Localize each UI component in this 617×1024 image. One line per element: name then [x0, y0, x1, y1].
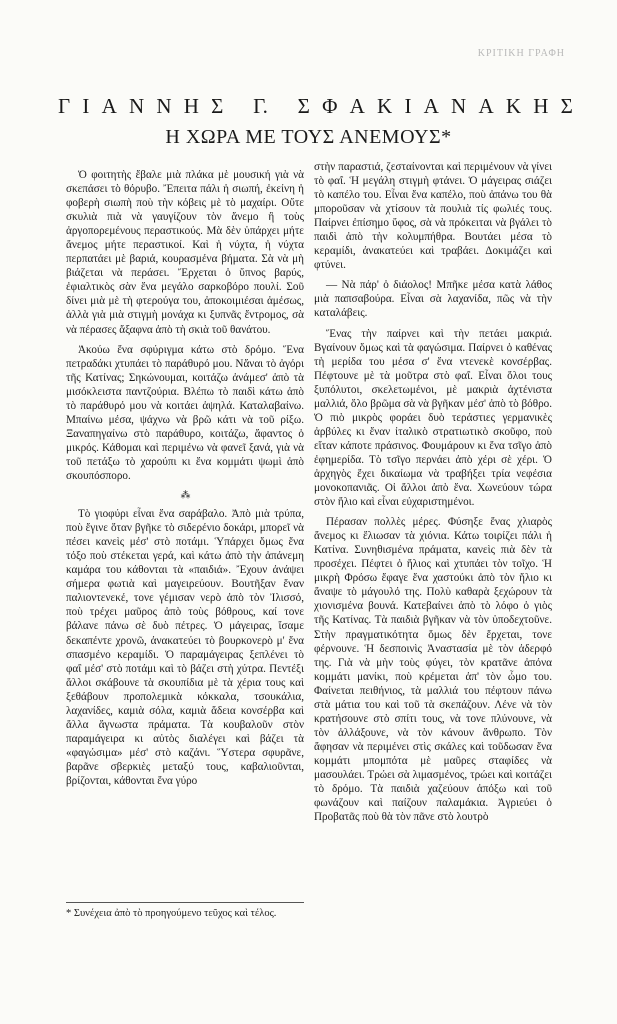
author-letter [280, 94, 285, 119]
author-letter: Ν [451, 94, 467, 118]
running-head: ΚΡΙΤΙΚΗ ΓΡΑΦΗ [477, 48, 565, 59]
section-ornament: ⁂ [180, 490, 190, 502]
author-letter: Ν [128, 94, 145, 118]
paragraph: — Νὰ πάρ' ὁ διάολος! Μπῆκε μέσα κατὰ λάθος μιὰ παπσαβούρα. Εἶναι σὰ λαχανίδα, πῶς νὰ τὴν καταλάβεις. [314, 279, 552, 320]
author-letter: Η [183, 94, 199, 118]
paragraph: Ὁ φοιτητὴς ἔβαλε μιὰ πλάκα μὲ μουσική γιὰ νὰ σκεπάσει τὸ θόρυβο. Ἔπειτα πάλι ἡ σιωπή, ἐκείνη ἡ φοβερὴ σιωπὴ ποὺ τὴν κόβεις μὲ τὸ μαχαίρι. Οὔτε σκυλιὰ πιὰ νὰ γαυγίζουν τὸν ἄνεμο ἢ τοὺς ἀργοπορεμένους περαστικούς. Μὰ δὲν ὑπάρχει μήτε ἄνεμος μήτε περαστικοί. Καὶ ἡ νύχτα, ἡ νύχτα περπατάει μὲ βαριά, κουρασμένα βήματα. Σὰ νὰ μὴ βιάζεται νὰ περάσει. Ἔρχεται ὁ ὕπνος βαρύς, ἐφιαλτικὸς σὰν ἕνα μεγάλο σαρκοβόρο πουλί. Σοῦ δίνει μιὰ μὲ τὴ φτερούγα του, ἀποκοιμιέσαι ἀμέσως, ἀλλὰ γιὰ μιὰ στιγμὴ μονάχα κι ξυπνᾶς ἔντρομος, σὰ νὰ πέρασες ἄξαφνα ἀπὸ τὴ σκιὰ τοῦ θανάτου. [66, 169, 304, 336]
author-letter: Ι [82, 94, 90, 118]
author-letter: Γ [58, 94, 71, 118]
author-letter: Σ [560, 94, 573, 118]
article-title: Η ΧΩΡΑ ΜΕ ΤΟΥΣ ΑΝΕΜΟΥΣ* [165, 126, 452, 148]
author-letter: Κ [377, 94, 393, 118]
author-letter: Γ. [253, 94, 268, 118]
paragraph: Τὸ γιοφύρι εἶναι ἕνα σαράβαλο. Ἀπὸ μιὰ τρύπα, ποὺ ἔγινε ὅταν βγῆκε τὸ σιδερένιο δοκάρι, μπορεῖ νὰ πέσει κανεὶς μέσ' στὸ ποτάμι. Ὑπάρχει ὅμως ἕνα τόξο ποὺ στέκεται γερά, καὶ κάτω ἀπὸ τὴν ἀπάνεμη καμάρα του κάθονται τὰ «παιδιά». Ἔχουν ἀνάψει σήμερα φωτιὰ καὶ μαγειρεύουν. Βουτῆξαν ἕναν παλιοντενεκέ, τονε γέμισαν νερὸ ἀπὸ τὸν Ἰλισσό, ποὺ τρέχει μαῦρος ἀπὸ τοὺς βόθρους, καί τονε βάλανε πάνω σὲ δυὸ πέτρες. Ὁ μάγειρας, ἴσαμε δεκαπέντε χρονῶ, ἀνακατεύει τὸ βουρκονερὸ μ' ἕνα σπασμένο κεραμίδι. Ὁ παραμάγειρας ξεπλένει τὸ φαΐ μέσ' στὸ ποτάμι καὶ τὸ βάζει στὴ χύτρα. Πεντέξι ἄλλοι σκάβουνε τὰ σκουπίδια μὲ τὰ χέρια τους καὶ ξεθάβουν προπολεμικὰ κόκκαλα, τσουκάλια, λαχανίδες, καμιὰ σόλα, καμιὰ ἄδεια κονσέρβα καὶ ἄλλα ἄγνωστα πράματα. Τὰ κουβαλοῦν στὸν παραμάγειρα κι αὐτὸς διαλέγει καὶ βάζει τὰ «φαγώσιμα» μέσ' στὸ καζάνι. Ὕστερα σφυρᾶνε, βαρᾶνε σβερκιὲς μεταξύ τους, καβαλιοῦνται, βρίζονται, κάθονται ἕνα γύρο [66, 508, 304, 787]
author-letter: Σ [297, 94, 310, 118]
paragraph: Ἕνας τὴν παίρνει καὶ τὴν πετάει μακριά. Βγαίνουν ὅμως καὶ τὰ φαγώσιμα. Παίρνει ὁ καθένας τὴ μερίδα του μέσα σ' ἕνα ντενεκὲ κονσέρβας. Πέφτουνε μὲ τὰ μοῦτρα στὸ φαΐ. Εἶναι ὅλοι τους ξυπόλυτοι, σκελετωμένοι, μὲ μακριὰ ἀχτένιστα μαλλιά, ὅλο βρῶμα σὰ νὰ βγῆκαν μέσ' ἀπὸ τὸ βόθρο. Ὁ πιὸ μικρὸς φοράει δυὸ τεράστιες γερμανικὲς ἀρβύλες κι ἕναν ἰταλικὸ στρατιωτικὸ σκοῦφο, ποὺ εἴταν κάποτε πράσινος. Φουμάρουν κι ἕνα τσῖγο ἀπὸ ἐφημερίδα. Τὸ τσῖγο περνάει ἀπὸ χέρι σὲ χέρι. Ὁ ἀρχηγὸς ἔχει δικαίωμα νὰ τραβήξει τρία νεφέσια μονοκοπανιᾶς. Οἱ ἄλλοι ἀπὸ ἕνα. Χωνεύουν τώρα στὸν ἥλιο καὶ εἶναι εὐχαριστημένοι. [314, 327, 552, 509]
paragraph: Ἀκούω ἕνα σφύριγμα κάτω στὸ δρόμο. Ἕνα πετραδάκι χτυπάει τὸ παράθυρό μου. Νἄναι τὸ ἀγόρι τῆς Κατίνας; Σηκώνουμαι, κοιτάζω ἀνάμεσ' ἀπὸ τὰ μισόκλειστα παντζούρια. Βλέπω τὸ παιδὶ κάτω ἀπὸ τὸ παράθυρό μου νὰ κοιτάει ἀψηλά. Καταλαβαίνω. Μπαίνω μέσα, ψάχνω νὰ βρῶ κάτι νὰ τοῦ ρίξω. Ξαναπηγαίνω στὸ παράθυρο, κοιτάζω, ἄφαντος ὁ μικρός. Κάθομαι καὶ περιμένω νὰ φανεῖ ξανά, γιὰ νὰ τοῦ πετάξω τὸ χαρούπι κι ἕνα κομμάτι ψωμὶ ἀπὸ σκουπόσπορο. [66, 343, 304, 482]
paragraph: Πέρασαν πολλὲς μέρες. Φύσηξε ἕνας χλιαρὸς ἄνεμος κι ἔλιωσαν τὰ χιόνια. Κάτω τοιρίζει πάλι ἡ Κατίνα. Συνηθισμένα πράματα, κανεὶς πιὰ δὲν τὰ προσέχει. Πέφτει ὁ ἥλιος καὶ χτυπάει τὸν τοῖχο. Ἡ μικρὴ Φρόσω ἔφαγε ἕνα χαστούκι ἀπὸ τὸν ἥλιο κι ἄναψε τὸ μάγουλό της. Πολὺ καθαρὰ ξεχώρουν τὰ χιονισμένα βουνά. Κατεβαίνει ἀπὸ τὸ λόφο ὁ γιὸς τῆς Κατίνας. Τὰ παιδιὰ βγῆκαν νὰ τὸν ὑποδεχτοῦνε. Στὴν πραγματικότητα ὅμως δὲν ἔρχεται, τονε φέρνουνε. Ἡ δεσποινὶς Ἀναστασία μὲ τὸν ἀδερφό της. Γιὰ νὰ μὴν τοὺς φύγει, τὸν κρατᾶνε ἀπόνα κομμάτι μανίκι, ποὺ κρέμεται ἀπ' τὸν ὦμο του. Φαίνεται πειθήνιος, τὰ μαλλιά του πέφτουν πάνω στὰ μάτια του καὶ τοῦ τὰ σκεπάζουν. Λένε νὰ τὸν κρατήσουνε στὸ σπίτι τους, νὰ τονε πλύνουνε, νὰ τὸν ἀλλάξουνε, νὰ τὸν κάνουν ἄνθρωπο. Τὸν ἄφησαν νὰ περιμένει στὶς σκάλες καὶ τοῦδωσαν ἕνα κομμάτι μπομπότα μὲ μαῦρες σταφίδες νὰ μασουλάει. Τρώει σὰ λιμασμένος, τρώει καὶ κοιτάζει τὸ δρόμο. Τὰ παιδιὰ χαζεύουν ἀπόξω καὶ τοῦ φωνάζουν καὶ παίζουν παλαμάκια. Ἀγριεύει ὁ Προβατᾶς ποὺ θὰ τὸν πᾶνε στὸ λουτρὸ [314, 516, 552, 824]
author-letter: Α [423, 94, 439, 118]
author-letter: Ν [156, 94, 172, 118]
author-letter: Α [101, 94, 117, 118]
footnote: * Συνέχεια ἀπὸ τὸ προηγούμενο τεῦχος καὶ τέλος. [66, 902, 304, 920]
author-letter: Α [478, 94, 494, 118]
author-letter: Α [349, 94, 365, 118]
paragraph: στὴν παραστιά, ζεσταίνονται καὶ περιμένουν νὰ γίνει τὸ φαΐ. Ἡ μεγάλη στιγμὴ φτάνει. Ὁ μάγειρας σιάζει τὸ καπέλο του. Εἶναι ἕνα καπέλο, ποὺ ἀπάνω του θὰ μποροῦσαν νὰ χτίσουν τὰ πουλιὰ τίς φωλιές τους. Παίρνει ἐπίσημο ὕφος, σὰ νὰ πρόκειται νὰ βγάλει τὸ παιδὶ ἀπὸ τὴν κολυμπήθρα. Βουτάει μέσα τὸ κεραμίδι, ἀνακατεύει καὶ τραβάει. Δοκιμάζει καὶ φτύνει. [314, 161, 552, 272]
author-name [58, 94, 573, 119]
author-letter: Σ [211, 94, 224, 118]
author-letter [236, 94, 241, 119]
left-column [66, 168, 304, 794]
author-letter: Φ [322, 94, 338, 118]
author-letter: Η [533, 94, 549, 118]
author-letter: Κ [505, 94, 521, 118]
author-letter: Ι [404, 94, 412, 118]
right-column [314, 160, 552, 830]
